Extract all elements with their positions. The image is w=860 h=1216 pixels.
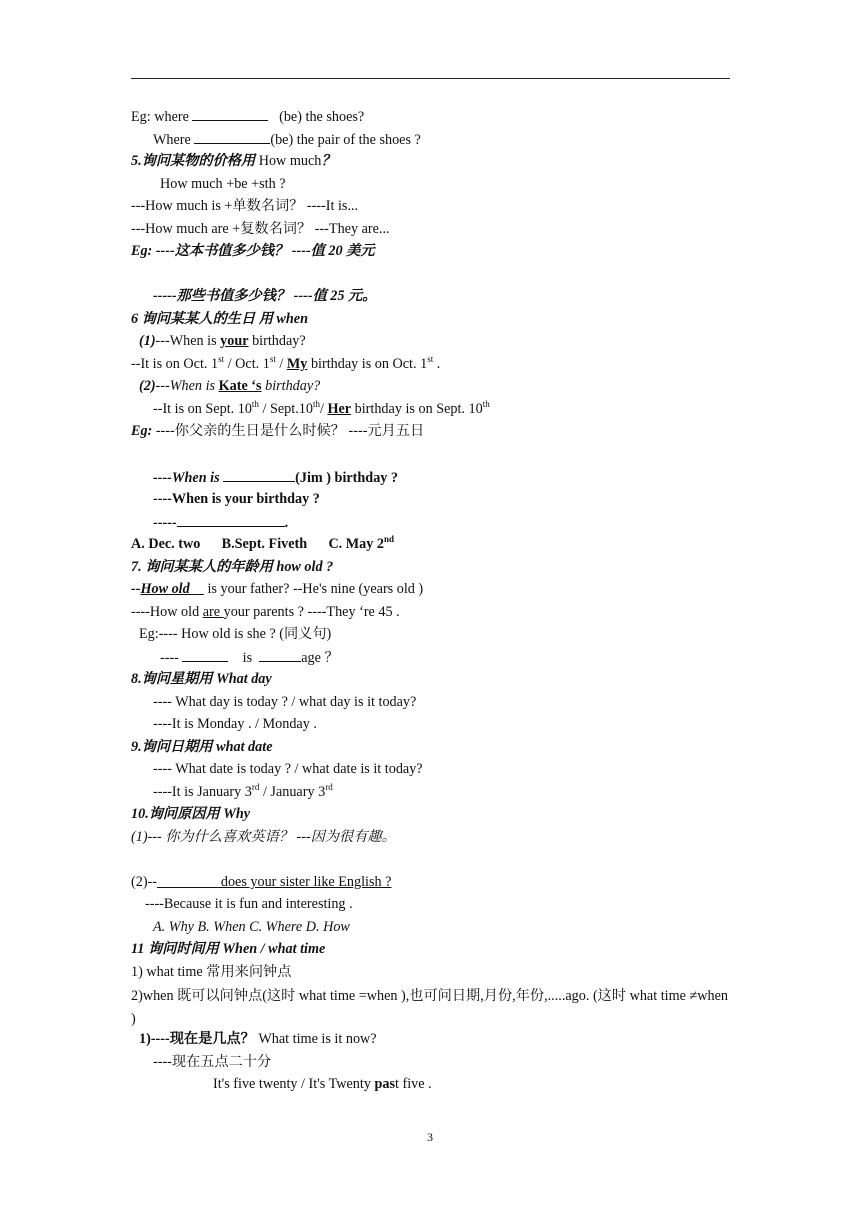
s10-ex1: (1)--- 你为什么喜欢英语？ ---因为很有趣。 [131,829,396,845]
fill-blank[interactable] [182,648,228,662]
s5-single: ---How much is +单数名词？ ----It is... [131,198,359,214]
s7-eg: Eg:---- How old is she ? (同义句) [139,626,332,642]
s8-answer: ----It is Monday . / Monday . [153,716,317,732]
header-rule [131,78,730,79]
s11-a1: ----现在五点二十分 [153,1054,272,1070]
section-10-title: 10.询问原因用 Why [131,806,251,822]
s6-q2: (2)---When is Kate ‘s birthday? [139,378,321,394]
s11-line2: 2)when 既可以问钟点(这时 what time =when ),也可问日期,月份,年份,.....ago. (这时 what time ≠when ) [131,988,728,1027]
section-6-title: 6 询问某某人的生日 用 when [131,311,308,327]
s9-answer: ----It is January 3rd / January 3rd [153,782,333,800]
s11-a2: It's five twenty / It's Twenty past five . [213,1076,432,1092]
page-number: 3 [427,1130,433,1144]
fill-blank[interactable] [192,107,268,121]
fill-blank[interactable] [259,648,301,662]
s7-q2: ----How old are your parents ? ----They ‘re 45 . [131,604,400,620]
section-9-title: 9.询问日期用 what date [131,739,273,755]
s6-ex1: ----When is (Jim ) birthday ? [153,470,399,486]
s11-line1: 1) what time 常用来问钟点 [131,964,292,980]
s8-question: ---- What day is today ? / what day is it today? [153,694,417,710]
s6-ex3: ----- . [153,515,289,531]
eg-where-line-2: Where (be) the pair of the shoes ? [153,132,421,148]
s6-ex2: ----When is your birthday ? [153,491,320,507]
s10-ex2-answer: ----Because it is fun and interesting . [145,896,353,912]
s5-plural: ---How much are +复数名词？ ---They are... [131,221,390,237]
s6-a1: --It is on Oct. 1st / Oct. 1st / My birthday is on Oct. 1st . [131,354,441,372]
s7-q1: --How old is your father? --He's nine (years old ) [131,581,424,597]
s10-ex2: (2)-- does your sister like English ? [131,874,392,890]
fill-blank[interactable] [223,468,295,482]
s5-formula: How much +be +sth ? [160,176,286,192]
s6-options: A. Dec. two B.Sept. Fiveth C. May 2nd [131,534,395,552]
s11-q1: 1)----现在是几点？ What time is it now? [139,1031,377,1047]
s5-eg2: -----那些书值多少钱？ ----值 25 元。 [153,288,377,304]
s6-eg: Eg: ----你父亲的生日是什么时候？ ----元月五日 [131,423,425,439]
section-7-title: 7. 询问某某人的年龄用 how old ? [131,559,334,575]
s7-eg-answer: ---- is age ？ [160,650,339,666]
section-11-title: 11 询问时间用 When / what time [131,941,326,957]
s10-options: A. Why B. When C. Where D. How [153,919,350,935]
s6-a2: --It is on Sept. 10th / Sept.10th/ Her birthday is on Sept. 10th [153,399,490,417]
s6-q1: (1)---When is your birthday? [139,333,306,349]
s9-question: ---- What date is today ? / what date is it today? [153,761,423,777]
fill-blank[interactable] [177,513,285,527]
fill-blank[interactable] [194,130,270,144]
s5-eg1: Eg: ----这本书值多少钱？ ----值 20 美元 [131,243,375,259]
section-8-title: 8.询问星期用 What day [131,671,272,687]
section-5-title: 5.询问某物的价格用 How much？ [131,153,336,169]
eg-where-line-1: Eg: where (be) the shoes? [131,109,365,125]
